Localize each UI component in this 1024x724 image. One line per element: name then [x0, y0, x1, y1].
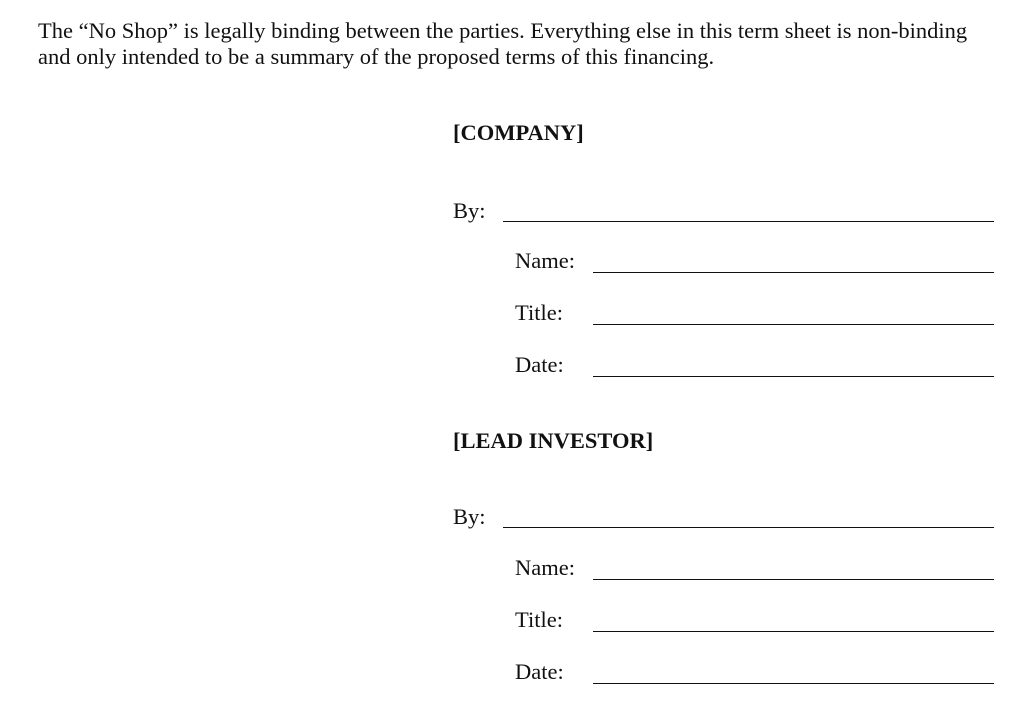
investor-heading: [LEAD INVESTOR] — [453, 428, 654, 453]
intro-paragraph — [38, 18, 998, 70]
investor-date-label: Date: — [515, 659, 564, 684]
company-heading: [COMPANY] — [453, 120, 584, 145]
investor-date-line[interactable] — [593, 683, 994, 684]
company-name-line[interactable] — [593, 272, 994, 273]
company-by-label: By: — [453, 198, 486, 223]
investor-by-label: By: — [453, 504, 486, 529]
company-signature-line[interactable] — [503, 221, 994, 222]
company-title-label: Title: — [515, 300, 563, 325]
intro-line-2: and only intended to be a summary of the proposed terms of this financing. — [38, 44, 715, 69]
investor-title-line[interactable] — [593, 631, 994, 632]
investor-signature-line[interactable] — [503, 527, 994, 528]
company-date-label: Date: — [515, 352, 564, 377]
investor-name-label: Name: — [515, 555, 575, 580]
investor-title-label: Title: — [515, 607, 563, 632]
investor-name-line[interactable] — [593, 579, 994, 580]
intro-line-1: The “No Shop” is legally binding between the parties. Everything else in this term sheet is non-binding — [38, 18, 968, 43]
company-name-label: Name: — [515, 248, 575, 273]
company-title-line[interactable] — [593, 324, 994, 325]
company-date-line[interactable] — [593, 376, 994, 377]
